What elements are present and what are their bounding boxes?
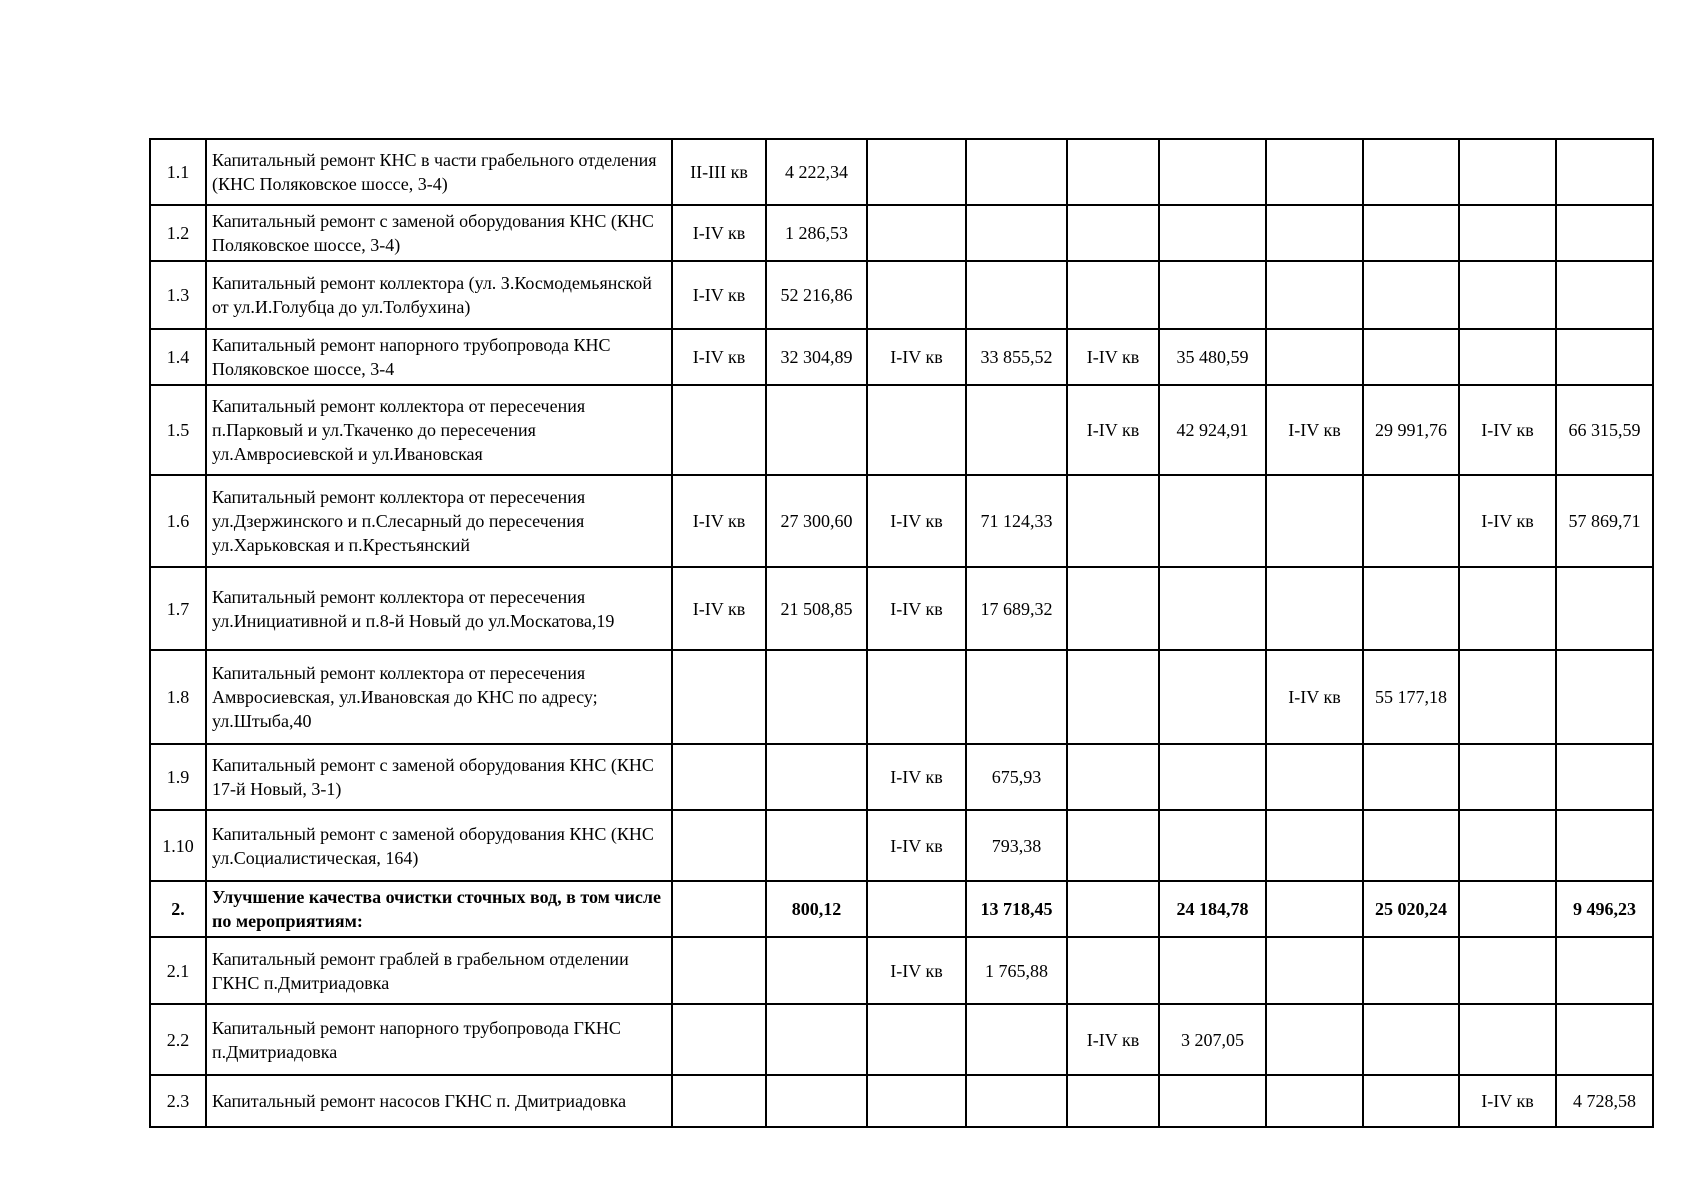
quarter-cell bbox=[867, 1004, 966, 1075]
amount-cell bbox=[1159, 650, 1266, 744]
amount-cell: 9 496,23 bbox=[1556, 881, 1653, 937]
amount-cell bbox=[1159, 205, 1266, 261]
amount-cell bbox=[1556, 261, 1653, 329]
amount-cell bbox=[1363, 567, 1459, 650]
amount-cell: 4 222,34 bbox=[766, 139, 867, 205]
quarter-cell bbox=[672, 810, 766, 881]
quarter-cell bbox=[867, 205, 966, 261]
amount-cell bbox=[1363, 810, 1459, 881]
row-number: 2.1 bbox=[150, 937, 206, 1004]
quarter-cell bbox=[1266, 475, 1363, 567]
quarter-cell bbox=[1266, 567, 1363, 650]
row-number: 1.9 bbox=[150, 744, 206, 810]
table-row bbox=[150, 139, 1653, 205]
amount-cell: 24 184,78 bbox=[1159, 881, 1266, 937]
quarter-cell: I-IV кв bbox=[1067, 329, 1159, 385]
row-description: Капитальный ремонт насосов ГКНС п. Дмитриадовка bbox=[206, 1075, 672, 1127]
amount-cell: 66 315,59 bbox=[1556, 385, 1653, 475]
table-row bbox=[150, 881, 1653, 937]
quarter-cell bbox=[1459, 937, 1556, 1004]
quarter-cell: I-IV кв bbox=[867, 744, 966, 810]
quarter-cell bbox=[1067, 205, 1159, 261]
quarter-cell bbox=[1067, 567, 1159, 650]
row-number: 2.2 bbox=[150, 1004, 206, 1075]
row-number: 1.1 bbox=[150, 139, 206, 205]
row-number: 1.5 bbox=[150, 385, 206, 475]
amount-cell: 35 480,59 bbox=[1159, 329, 1266, 385]
amount-cell bbox=[1363, 329, 1459, 385]
quarter-cell: I-IV кв bbox=[672, 329, 766, 385]
quarter-cell: I-IV кв bbox=[1067, 1004, 1159, 1075]
quarter-cell bbox=[1067, 810, 1159, 881]
amount-cell: 17 689,32 bbox=[966, 567, 1067, 650]
amount-cell bbox=[1159, 744, 1266, 810]
quarter-cell: I-IV кв bbox=[1266, 385, 1363, 475]
quarter-cell bbox=[1067, 261, 1159, 329]
table-row bbox=[150, 475, 1653, 567]
row-description: Капитальный ремонт граблей в грабельном отделении ГКНС п.Дмитриадовка bbox=[206, 937, 672, 1004]
row-number: 1.10 bbox=[150, 810, 206, 881]
amount-cell bbox=[966, 139, 1067, 205]
row-number: 1.3 bbox=[150, 261, 206, 329]
quarter-cell bbox=[1459, 261, 1556, 329]
works-table bbox=[149, 138, 1654, 1128]
amount-cell: 675,93 bbox=[966, 744, 1067, 810]
amount-cell bbox=[1556, 139, 1653, 205]
amount-cell bbox=[1556, 329, 1653, 385]
quarter-cell bbox=[672, 744, 766, 810]
amount-cell bbox=[1363, 744, 1459, 810]
quarter-cell bbox=[1067, 881, 1159, 937]
quarter-cell: I-IV кв bbox=[1459, 385, 1556, 475]
amount-cell: 1 765,88 bbox=[966, 937, 1067, 1004]
quarter-cell bbox=[672, 1004, 766, 1075]
quarter-cell bbox=[1459, 881, 1556, 937]
quarter-cell bbox=[867, 385, 966, 475]
amount-cell bbox=[966, 385, 1067, 475]
quarter-cell bbox=[1459, 650, 1556, 744]
quarter-cell: I-IV кв bbox=[1067, 385, 1159, 475]
amount-cell bbox=[1159, 810, 1266, 881]
quarter-cell bbox=[1459, 744, 1556, 810]
quarter-cell bbox=[672, 1075, 766, 1127]
row-description: Капитальный ремонт КНС в части грабельного отделения (КНС Поляковское шоссе, 3-4) bbox=[206, 139, 672, 205]
quarter-cell: I-IV кв bbox=[672, 261, 766, 329]
table-body bbox=[150, 139, 1653, 1127]
amount-cell bbox=[1556, 810, 1653, 881]
amount-cell bbox=[966, 1075, 1067, 1127]
row-number: 1.6 bbox=[150, 475, 206, 567]
table-row bbox=[150, 329, 1653, 385]
amount-cell bbox=[1363, 1075, 1459, 1127]
row-description: Капитальный ремонт коллектора от пересечения ул.Дзержинского и п.Слесарный до пересечения ул.Харьковская и п.Крестьянский bbox=[206, 475, 672, 567]
amount-cell bbox=[766, 1004, 867, 1075]
amount-cell: 21 508,85 bbox=[766, 567, 867, 650]
table-row bbox=[150, 567, 1653, 650]
amount-cell: 33 855,52 bbox=[966, 329, 1067, 385]
amount-cell: 800,12 bbox=[766, 881, 867, 937]
quarter-cell bbox=[1266, 139, 1363, 205]
amount-cell bbox=[766, 744, 867, 810]
amount-cell bbox=[966, 1004, 1067, 1075]
quarter-cell bbox=[1266, 261, 1363, 329]
quarter-cell bbox=[1459, 567, 1556, 650]
amount-cell bbox=[1363, 937, 1459, 1004]
quarter-cell bbox=[867, 1075, 966, 1127]
quarter-cell bbox=[1266, 329, 1363, 385]
table-row bbox=[150, 261, 1653, 329]
row-description: Капитальный ремонт коллектора от пересечения Амвросиевская, ул.Ивановская до КНС по адресу; ул.Штыба,40 bbox=[206, 650, 672, 744]
amount-cell bbox=[1363, 1004, 1459, 1075]
row-description: Капитальный ремонт напорного трубопровода ГКНС п.Дмитриадовка bbox=[206, 1004, 672, 1075]
row-description: Капитальный ремонт с заменой оборудования КНС (КНС 17-й Новый, 3-1) bbox=[206, 744, 672, 810]
amount-cell: 32 304,89 bbox=[766, 329, 867, 385]
table-row bbox=[150, 1075, 1653, 1127]
amount-cell bbox=[1556, 567, 1653, 650]
quarter-cell bbox=[1459, 139, 1556, 205]
amount-cell bbox=[966, 205, 1067, 261]
amount-cell bbox=[966, 650, 1067, 744]
amount-cell: 3 207,05 bbox=[1159, 1004, 1266, 1075]
quarter-cell bbox=[1067, 139, 1159, 205]
amount-cell: 57 869,71 bbox=[1556, 475, 1653, 567]
quarter-cell bbox=[1067, 744, 1159, 810]
amount-cell bbox=[1556, 650, 1653, 744]
quarter-cell bbox=[1067, 1075, 1159, 1127]
quarter-cell bbox=[672, 385, 766, 475]
quarter-cell bbox=[867, 650, 966, 744]
amount-cell bbox=[1159, 261, 1266, 329]
row-description: Капитальный ремонт с заменой оборудования КНС (КНС Поляковское шоссе, 3-4) bbox=[206, 205, 672, 261]
amount-cell: 42 924,91 bbox=[1159, 385, 1266, 475]
quarter-cell bbox=[672, 937, 766, 1004]
quarter-cell: I-IV кв bbox=[1459, 1075, 1556, 1127]
quarter-cell bbox=[1266, 205, 1363, 261]
quarter-cell bbox=[672, 881, 766, 937]
quarter-cell: I-IV кв bbox=[672, 567, 766, 650]
amount-cell bbox=[766, 650, 867, 744]
row-description: Капитальный ремонт коллектора от пересечения п.Парковый и ул.Ткаченко до пересечения ул.Амвросиевской и ул.Ивановская bbox=[206, 385, 672, 475]
quarter-cell bbox=[1067, 937, 1159, 1004]
quarter-cell bbox=[867, 139, 966, 205]
amount-cell bbox=[1363, 139, 1459, 205]
table-row bbox=[150, 205, 1653, 261]
amount-cell bbox=[766, 1075, 867, 1127]
amount-cell bbox=[766, 385, 867, 475]
amount-cell: 13 718,45 bbox=[966, 881, 1067, 937]
row-description: Улучшение качества очистки сточных вод, в том числе по мероприятиям: bbox=[206, 881, 672, 937]
quarter-cell bbox=[1459, 810, 1556, 881]
quarter-cell: I-IV кв bbox=[867, 567, 966, 650]
quarter-cell bbox=[867, 261, 966, 329]
amount-cell: 793,38 bbox=[966, 810, 1067, 881]
quarter-cell: I-IV кв bbox=[1266, 650, 1363, 744]
amount-cell bbox=[1556, 744, 1653, 810]
row-number: 1.2 bbox=[150, 205, 206, 261]
table-row bbox=[150, 1004, 1653, 1075]
quarter-cell bbox=[1266, 881, 1363, 937]
amount-cell: 4 728,58 bbox=[1556, 1075, 1653, 1127]
quarter-cell bbox=[1266, 810, 1363, 881]
amount-cell: 1 286,53 bbox=[766, 205, 867, 261]
quarter-cell: I-IV кв bbox=[867, 810, 966, 881]
amount-cell bbox=[1159, 475, 1266, 567]
row-description: Капитальный ремонт напорного трубопровода КНС Поляковское шоссе, 3-4 bbox=[206, 329, 672, 385]
table-row bbox=[150, 937, 1653, 1004]
amount-cell bbox=[1159, 937, 1266, 1004]
row-number: 1.8 bbox=[150, 650, 206, 744]
amount-cell bbox=[766, 937, 867, 1004]
amount-cell: 71 124,33 bbox=[966, 475, 1067, 567]
amount-cell bbox=[1159, 1075, 1266, 1127]
amount-cell bbox=[1363, 205, 1459, 261]
quarter-cell: I-IV кв bbox=[672, 475, 766, 567]
quarter-cell bbox=[1067, 650, 1159, 744]
quarter-cell bbox=[1266, 1075, 1363, 1127]
amount-cell bbox=[766, 810, 867, 881]
quarter-cell bbox=[1266, 1004, 1363, 1075]
amount-cell: 29 991,76 bbox=[1363, 385, 1459, 475]
row-number: 1.4 bbox=[150, 329, 206, 385]
quarter-cell bbox=[1459, 205, 1556, 261]
row-description: Капитальный ремонт с заменой оборудования КНС (КНС ул.Социалистическая, 164) bbox=[206, 810, 672, 881]
row-description: Капитальный ремонт коллектора от пересечения ул.Инициативной и п.8-й Новый до ул.Москатова,19 bbox=[206, 567, 672, 650]
amount-cell bbox=[1159, 139, 1266, 205]
amount-cell bbox=[1363, 261, 1459, 329]
quarter-cell: I-IV кв bbox=[867, 937, 966, 1004]
quarter-cell: I-IV кв bbox=[1459, 475, 1556, 567]
amount-cell: 55 177,18 bbox=[1363, 650, 1459, 744]
table-row bbox=[150, 650, 1653, 744]
quarter-cell bbox=[1266, 937, 1363, 1004]
amount-cell: 52 216,86 bbox=[766, 261, 867, 329]
quarter-cell bbox=[1459, 1004, 1556, 1075]
table-row bbox=[150, 385, 1653, 475]
amount-cell: 25 020,24 bbox=[1363, 881, 1459, 937]
amount-cell bbox=[1363, 475, 1459, 567]
amount-cell bbox=[1159, 567, 1266, 650]
quarter-cell: I-IV кв bbox=[867, 329, 966, 385]
amount-cell bbox=[966, 261, 1067, 329]
table-row bbox=[150, 810, 1653, 881]
amount-cell bbox=[1556, 1004, 1653, 1075]
row-number: 2. bbox=[150, 881, 206, 937]
quarter-cell bbox=[1266, 744, 1363, 810]
quarter-cell bbox=[1459, 329, 1556, 385]
row-number: 2.3 bbox=[150, 1075, 206, 1127]
quarter-cell bbox=[1067, 475, 1159, 567]
quarter-cell bbox=[672, 650, 766, 744]
amount-cell bbox=[1556, 205, 1653, 261]
row-description: Капитальный ремонт коллектора (ул. З.Космодемьянской от ул.И.Голубца до ул.Толбухина) bbox=[206, 261, 672, 329]
amount-cell: 27 300,60 bbox=[766, 475, 867, 567]
table-row bbox=[150, 744, 1653, 810]
row-number: 1.7 bbox=[150, 567, 206, 650]
quarter-cell: I-IV кв bbox=[867, 475, 966, 567]
amount-cell bbox=[1556, 937, 1653, 1004]
quarter-cell bbox=[867, 881, 966, 937]
quarter-cell: I-IV кв bbox=[672, 205, 766, 261]
quarter-cell: II-III кв bbox=[672, 139, 766, 205]
